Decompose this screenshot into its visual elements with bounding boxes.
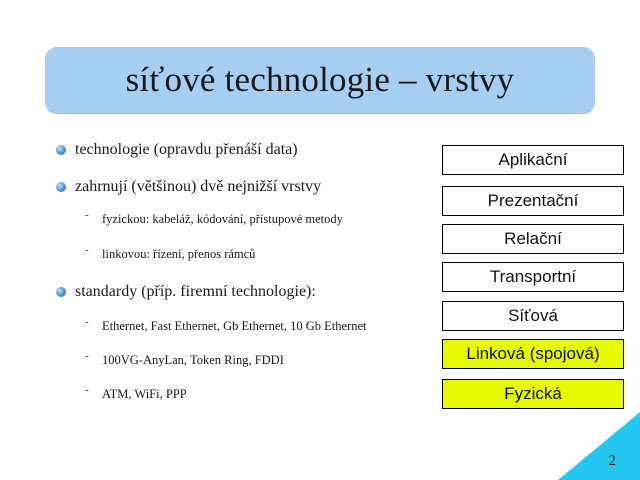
slide-title-banner <box>45 47 595 113</box>
layer-label: Relační <box>504 229 562 248</box>
sub-bullet-text: linkovou: řízení, přenos rámců <box>102 247 256 261</box>
bullet-item <box>75 141 298 159</box>
layer-box-transport <box>442 262 624 292</box>
sub-bullet-item <box>85 316 367 334</box>
layer-label: Prezentační <box>487 191 579 210</box>
layer-box-network <box>442 301 624 331</box>
layer-box-presentation <box>442 186 624 216</box>
bullet-text: zahrnují (většinou) dvě nejnižší vrstvy <box>75 178 322 195</box>
layer-box-datalink <box>442 339 624 369</box>
sub-bullet-item <box>85 384 187 402</box>
bullet-dot-icon <box>56 145 66 155</box>
layer-label: Aplikační <box>498 150 568 169</box>
layer-box-application <box>442 145 624 175</box>
dash-icon: - <box>85 384 89 396</box>
dash-icon: - <box>85 209 89 221</box>
sub-bullet-text: 100VG-AnyLan, Token Ring, FDDI <box>102 353 284 367</box>
bullet-text: technologie (opravdu přenáší data) <box>75 141 298 158</box>
bullet-dot-icon <box>56 287 66 297</box>
sub-bullet-item <box>85 350 284 368</box>
slide-title: síťové technologie – vrstvy <box>125 60 515 99</box>
layer-box-session <box>442 224 624 254</box>
bullet-text: standardy (příp. firemní technologie): <box>75 283 316 300</box>
page-number: 2 <box>608 453 616 469</box>
sub-bullet-text: Ethernet, Fast Ethernet, Gb Ethernet, 10 Gb Ethernet <box>102 319 367 333</box>
bullet-item <box>75 178 321 196</box>
layer-box-physical <box>442 379 624 409</box>
layer-label: Fyzická <box>504 384 562 403</box>
bullet-dot-icon <box>56 182 66 192</box>
layer-label: Síťová <box>508 306 558 325</box>
sub-bullet-item <box>85 209 343 227</box>
dash-icon: - <box>85 244 89 256</box>
dash-icon: - <box>85 316 89 328</box>
bullet-item <box>75 283 316 301</box>
dash-icon: - <box>85 350 89 362</box>
sub-bullet-text: fyzickou: kabeláž, kódování, přístupové metody <box>102 212 343 226</box>
sub-bullet-item <box>85 244 256 262</box>
corner-decoration <box>558 412 640 480</box>
layer-label: Linková (spojová) <box>466 344 600 363</box>
sub-bullet-text: ATM, WiFi, PPP <box>102 387 187 401</box>
layer-label: Transportní <box>489 267 577 286</box>
